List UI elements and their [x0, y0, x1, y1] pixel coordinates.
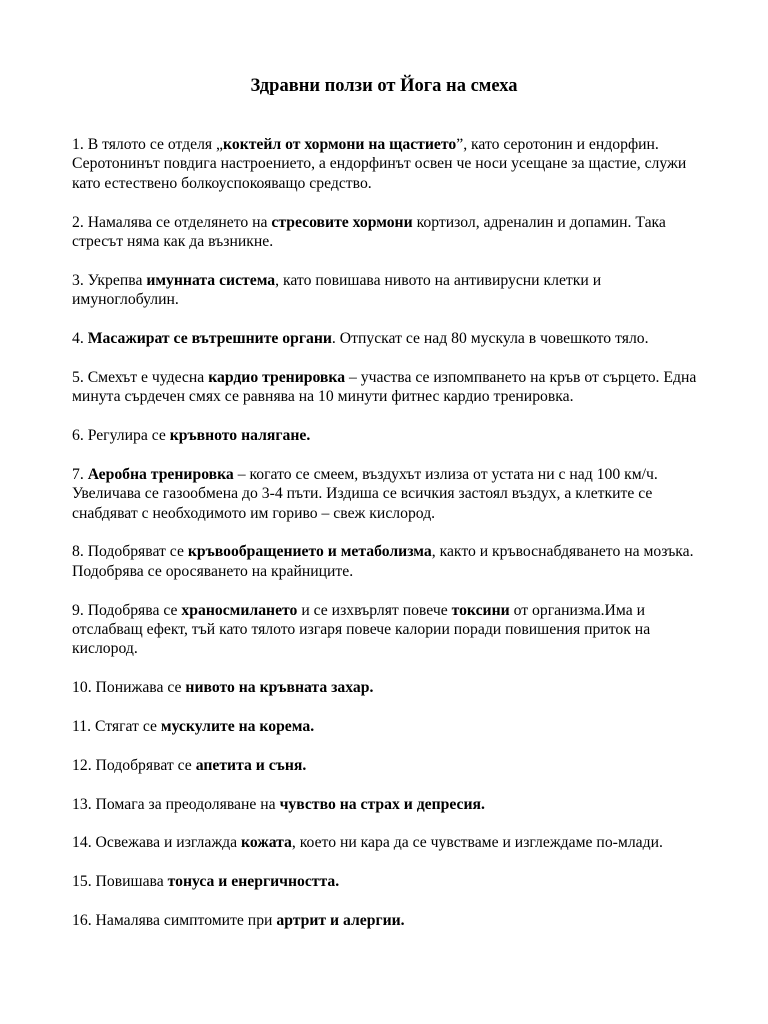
- bold-phrase: Масажират се вътрешните органи: [87, 330, 332, 348]
- bold-phrase: кръвообращението и метаболизма: [187, 543, 432, 561]
- list-item: [72, 368, 702, 407]
- list-item: [72, 135, 702, 193]
- text-segment: 12. Подобряват се: [72, 756, 196, 774]
- bold-phrase: кръвното налягане.: [169, 427, 311, 445]
- text-segment: 10. Понижава се: [72, 679, 186, 697]
- list-item: [72, 426, 702, 445]
- text-segment: , както и кръвоснабдяването на мозъка. Подобрява се оросяването на крайниците.: [72, 543, 694, 580]
- bold-phrase: апетита и съня.: [195, 756, 307, 774]
- bold-phrase: храносмилането: [181, 601, 298, 619]
- text-segment: 3. Укрепва: [72, 271, 147, 289]
- bold-phrase: кардио тренировка: [208, 368, 346, 386]
- text-segment: 7.: [72, 465, 88, 483]
- list-item: [72, 601, 702, 659]
- list-item: [72, 329, 702, 348]
- text-segment: 8. Подобряват се: [72, 543, 188, 561]
- list-item: [72, 271, 702, 310]
- list-item: [72, 872, 702, 891]
- text-segment: 15. Повишава: [72, 873, 168, 891]
- text-segment: 14. Освежава и изглажда: [72, 834, 242, 852]
- text-segment: 2. Намалява се отделянето на: [72, 213, 272, 231]
- list-item: [72, 213, 702, 252]
- list-item: [72, 833, 702, 852]
- bold-phrase: чувство на страх и депресия.: [279, 795, 485, 813]
- bold-phrase: артрит и алергии.: [276, 912, 405, 930]
- bold-phrase: нивото на кръвната захар.: [185, 679, 374, 697]
- list-item: [72, 465, 702, 523]
- bold-phrase: токсини: [451, 601, 510, 619]
- list-item: [72, 542, 702, 581]
- bold-phrase: стресовите хормони: [271, 213, 413, 231]
- bold-phrase: тонуса и енергичността.: [167, 873, 340, 891]
- text-segment: 16. Намалява симптомите при: [72, 912, 277, 930]
- bold-phrase: Аеробна тренировка: [87, 465, 234, 483]
- list-item: [72, 678, 702, 697]
- text-segment: . Отпускат се над 80 мускула в човешкото тяло.: [331, 330, 649, 348]
- text-segment: 6. Регулира се: [72, 427, 170, 445]
- bold-phrase: имунната система: [146, 271, 276, 289]
- bold-phrase: коктейл от хормони на щастието: [223, 136, 457, 153]
- text-segment: 5. Смехът е чудесна: [72, 368, 209, 386]
- text-segment: 13. Помага за преодоляване на: [72, 795, 280, 813]
- text-segment: ”, като серотонин и ендорфин. Серотонинът повдига настроението, а ендорфинът освен че носи усещане за щастие, служи като естествено болкоуспокояващо средство.: [72, 136, 687, 192]
- bold-phrase: кожата: [241, 834, 292, 852]
- list-item: [72, 717, 702, 736]
- text-segment: , като повишава нивото на антивирусни клетки и имуноглобулин.: [72, 271, 602, 309]
- text-segment: – участва се изпомпването на кръв от сърцето. Една минута сърдечен смях се равнява на 10 минути фитнес кардио тренировка.: [72, 368, 697, 406]
- text-segment: 4.: [72, 330, 88, 348]
- text-segment: 1. В тялото се отделя „: [72, 136, 224, 153]
- text-segment: и се изхвърлят повече: [297, 601, 452, 619]
- text-segment: – когато се смеем, въздухът излиза от устата ни с над 100 км/ч. Увеличава се газообмена до 3-4 пъти. Издиша се всичкия застоял въздух, а клетките се снабдяват с необходимото им гориво – свеж кислород.: [72, 465, 658, 522]
- list-item: [72, 756, 702, 775]
- text-segment: от организма.Има и отслабващ ефект, тъй като тялото изгаря повече калории поради повишения приток на кислород.: [72, 601, 651, 658]
- list-item: [72, 795, 702, 814]
- bold-phrase: мускулите на корема.: [160, 718, 315, 736]
- benefits-list: [72, 135, 702, 950]
- text-segment: 11. Стягат се: [72, 718, 161, 736]
- list-item: [72, 911, 702, 930]
- text-segment: 9. Подобрява се: [72, 601, 182, 619]
- document-title: Здравни ползи от Йога на смеха: [250, 76, 518, 96]
- text-segment: кортизол, адреналин и допамин. Така стресът няма как да възникне.: [72, 213, 666, 251]
- text-segment: , което ни кара да се чувстваме и изглеждаме по-млади.: [291, 834, 663, 852]
